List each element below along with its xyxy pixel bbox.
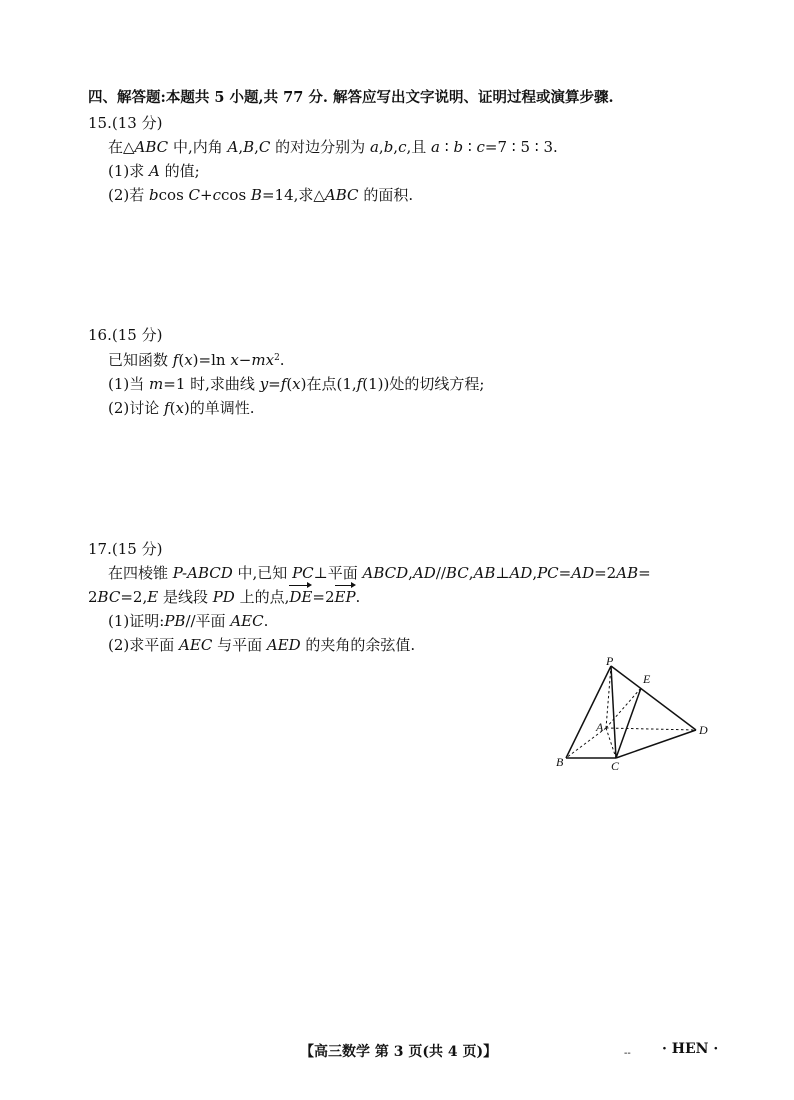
label-e: E bbox=[643, 672, 651, 686]
label-c: C bbox=[611, 759, 620, 772]
q15-part2: (2)若 bcos C+ccos B=14,求△ABC 的面积. bbox=[108, 186, 414, 204]
q16-score: (15 分) bbox=[111, 326, 163, 344]
vector-ep: EP bbox=[334, 588, 356, 606]
q16-stem: 已知函数 f(x)=ln $x-mx^2$. bbox=[108, 351, 285, 369]
q17-number: 17. bbox=[88, 540, 112, 558]
q17-score: (15 分) bbox=[111, 540, 163, 558]
footer-mark: -- bbox=[624, 1048, 631, 1059]
q16-number: 16. bbox=[88, 326, 112, 344]
q17-part1: (1)证明:PB//平面 AEC. bbox=[108, 612, 269, 630]
vector-de: DE bbox=[289, 588, 313, 606]
q17-stem-line1: 在四棱锥 P-ABCD 中,已知 PC⊥平面 ABCD,AD//BC,AB⊥AD,PC=AD=2AB= bbox=[108, 564, 651, 582]
edge-ec bbox=[616, 688, 641, 758]
edge-pb bbox=[566, 666, 611, 758]
pyramid-figure bbox=[548, 652, 718, 772]
label-p: P bbox=[606, 654, 614, 668]
q17-part2: (2)求平面 AEC 与平面 AED 的夹角的余弦值. bbox=[108, 636, 416, 654]
q15-number: 15. bbox=[88, 114, 112, 132]
section-heading: 四、解答题:本题共 5 小题,共 77 分. 解答应写出文字说明、证明过程或演算步骤. bbox=[88, 89, 614, 106]
q15-stem: 在△ABC 中,内角 A,B,C 的对边分别为 a,b,c,且 a ∶ b ∶ c=7 ∶ 5 ∶ 3. bbox=[108, 138, 558, 156]
label-b: B bbox=[556, 755, 564, 769]
edge-cd bbox=[616, 730, 696, 758]
edge-ad bbox=[606, 728, 696, 730]
label-d: D bbox=[699, 723, 708, 737]
edge-ae bbox=[606, 688, 641, 728]
footer-code: · HEN · bbox=[662, 1041, 719, 1057]
q16-part2: (2)讨论 f(x)的单调性. bbox=[108, 399, 255, 417]
q16-part1: (1)当 m=1 时,求曲线 y=f(x)在点(1,f(1))处的切线方程; bbox=[108, 375, 485, 393]
page-footer: 【高三数学 第 3 页(共 4 页)】 bbox=[300, 1044, 498, 1060]
q15-header bbox=[88, 113, 162, 133]
q17-header bbox=[88, 539, 162, 559]
q16-header bbox=[88, 325, 162, 345]
q17-stem-line2: 2BC=2,E 是线段 PD 上的点,DE=2EP. bbox=[88, 588, 361, 606]
edge-pd bbox=[611, 666, 696, 730]
q15-part1: (1)求 A 的值; bbox=[108, 162, 200, 180]
q15-score: (13 分) bbox=[111, 114, 163, 132]
label-a: A bbox=[596, 720, 604, 734]
